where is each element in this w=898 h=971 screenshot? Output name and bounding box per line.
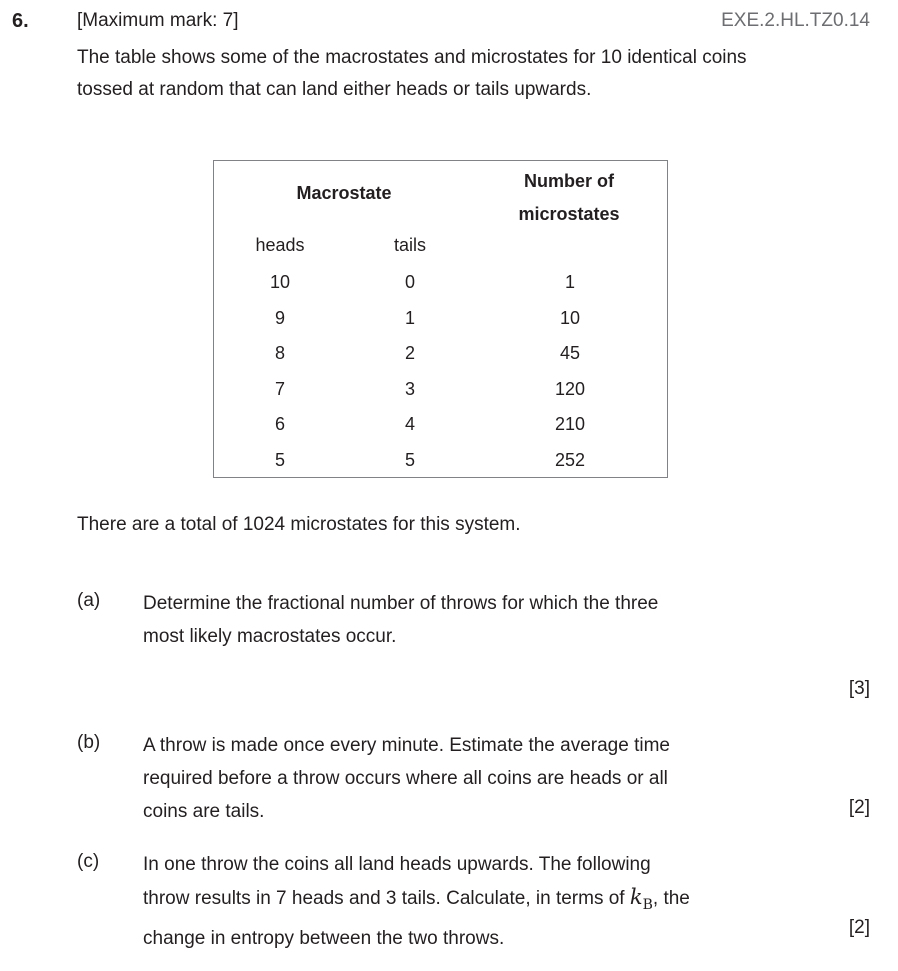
- part-c-line-2-pre: throw results in 7 heads and 3 tails. Calculate, in terms of: [143, 888, 630, 909]
- cell-tails: 2: [404, 343, 415, 363]
- cell-tails: 0: [404, 272, 415, 292]
- part-c-text: [143, 848, 743, 955]
- cell-tails: 4: [404, 414, 415, 434]
- header-macrostate: Macrostate: [296, 183, 392, 203]
- cell-heads: 8: [274, 343, 285, 363]
- part-c-line-3: change in entropy between the two throws.: [143, 928, 505, 950]
- part-b-label: (b): [77, 732, 101, 753]
- microstates-table: [213, 160, 668, 478]
- part-b-mark: [2]: [848, 797, 870, 818]
- cell-microstates: 10: [559, 307, 581, 328]
- part-c-mark: [2]: [848, 917, 870, 938]
- part-a-text: [143, 587, 743, 653]
- part-b-line-2: required before a throw occurs where all coins are heads or all: [143, 768, 668, 789]
- kb-subscript: B: [642, 897, 653, 914]
- table-row: [214, 340, 667, 376]
- cell-heads: 10: [269, 272, 291, 292]
- boltzmann-constant-symbol: [629, 885, 653, 914]
- cell-microstates: 252: [554, 449, 586, 470]
- header-number-of-microstates: [479, 165, 659, 231]
- maximum-mark: [Maximum mark: 7]: [77, 10, 239, 31]
- part-a-mark: [3]: [848, 678, 870, 699]
- cell-microstates: 45: [559, 343, 581, 363]
- question-intro: [77, 42, 857, 106]
- cell-heads: 5: [274, 449, 285, 470]
- header-micro-line-1: Number of: [524, 171, 614, 191]
- table-body: [214, 269, 667, 482]
- cell-tails: 3: [404, 378, 415, 399]
- table-row: [214, 305, 667, 341]
- subheader-heads: heads: [255, 235, 305, 255]
- table-row: [214, 269, 667, 305]
- cell-heads: 6: [274, 414, 285, 434]
- cell-microstates: 210: [554, 414, 586, 434]
- part-c-line-2: [143, 881, 743, 922]
- kb-symbol: k: [629, 885, 643, 909]
- part-b-line-3: coins are tails.: [143, 801, 265, 822]
- table-row: [214, 376, 667, 412]
- part-c-line-2-post: , the: [652, 888, 690, 909]
- part-a-label: (a): [77, 590, 101, 611]
- intro-line-2: tossed at random that can land either heads or tails upwards.: [77, 79, 592, 100]
- part-a-line-2: most likely macrostates occur.: [143, 626, 397, 647]
- table-row: [214, 447, 667, 483]
- cell-tails: 1: [404, 307, 415, 328]
- question-code: EXE.2.HL.TZ0.14: [721, 10, 870, 31]
- cell-tails: 5: [404, 449, 415, 470]
- part-a-line-1: Determine the fractional number of throws for which the three: [143, 593, 659, 614]
- part-c-line-1: In one throw the coins all land heads upwards. The following: [143, 854, 651, 875]
- intro-line-1: The table shows some of the macrostates and microstates for 10 identical coins: [77, 47, 747, 68]
- table-row: [214, 411, 667, 447]
- part-b-text: [143, 729, 743, 828]
- part-b-line-1: A throw is made once every minute. Estimate the average time: [143, 735, 670, 756]
- question-number: 6.: [12, 10, 29, 32]
- cell-heads: 9: [274, 307, 285, 328]
- header-micro-line-2: microstates: [518, 204, 620, 224]
- cell-heads: 7: [274, 378, 285, 399]
- subheader-tails: tails: [393, 235, 426, 255]
- cell-microstates: 1: [564, 272, 575, 292]
- total-microstates-text: There are a total of 1024 microstates for this system.: [77, 514, 521, 535]
- part-c-label: (c): [77, 851, 100, 872]
- cell-microstates: 120: [554, 378, 586, 399]
